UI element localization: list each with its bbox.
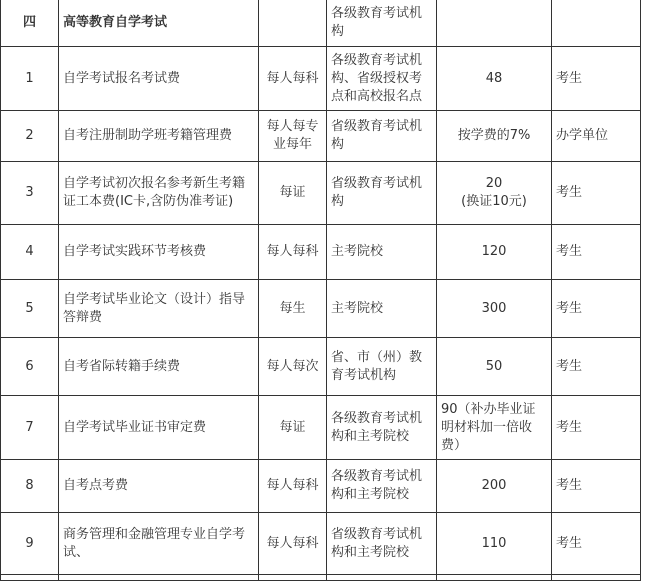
charging-organization: 省、市（州）教育考试机构 — [327, 338, 437, 396]
charge-unit: 每人每科 — [259, 225, 327, 280]
table-row — [1, 225, 641, 280]
row-number: 7 — [1, 396, 59, 460]
fee-item-name: 自考注册制助学班考籍管理费 — [59, 111, 259, 162]
empty-cell — [327, 575, 437, 581]
fee-amount: 50 — [437, 338, 552, 396]
fee-amount: 200 — [437, 460, 552, 513]
fee-amount: 300 — [437, 280, 552, 338]
charge-unit: 每人每科 — [259, 513, 327, 575]
table-row — [1, 396, 641, 460]
empty-cell — [552, 575, 641, 581]
row-number: 1 — [1, 47, 59, 111]
fee-item-name: 商务管理和金融管理专业自学考试、 — [59, 513, 259, 575]
payer: 考生 — [552, 396, 641, 460]
fee-amount: 110 — [437, 513, 552, 575]
charging-organization: 省级教育考试机构 — [327, 162, 437, 225]
payer: 考生 — [552, 460, 641, 513]
charging-organization: 省级教育考试机构和主考院校 — [327, 513, 437, 575]
row-number: 5 — [1, 280, 59, 338]
fee-item-name: 自学考试初次报名参考新生考籍证工本费(IC卡,含防伪准考证) — [59, 162, 259, 225]
fee-amount — [437, 0, 552, 47]
table-row — [1, 280, 641, 338]
payer: 考生 — [552, 47, 641, 111]
charge-unit: 每人每次 — [259, 338, 327, 396]
table-row — [1, 338, 641, 396]
fee-amount: 48 — [437, 47, 552, 111]
row-number: 8 — [1, 460, 59, 513]
charging-organization: 各级教育考试机构 — [327, 0, 437, 47]
fee-amount: 20 (换证10元) — [437, 162, 552, 225]
payer: 考生 — [552, 338, 641, 396]
fee-item-name: 高等教育自学考试 — [59, 0, 259, 47]
table-row — [1, 460, 641, 513]
table-row — [1, 162, 641, 225]
empty-cell — [1, 575, 59, 581]
fee-item-name: 自学考试毕业论文（设计）指导答辩费 — [59, 280, 259, 338]
table-row — [1, 111, 641, 162]
row-number: 2 — [1, 111, 59, 162]
payer: 考生 — [552, 513, 641, 575]
fee-item-name: 自学考试毕业证书审定费 — [59, 396, 259, 460]
charge-unit: 每人每科 — [259, 460, 327, 513]
row-number: 9 — [1, 513, 59, 575]
charge-unit: 每证 — [259, 162, 327, 225]
charge-unit: 每生 — [259, 280, 327, 338]
table-row — [1, 47, 641, 111]
row-number: 四 — [1, 0, 59, 47]
payer — [552, 0, 641, 47]
payer: 考生 — [552, 280, 641, 338]
table-row — [1, 513, 641, 575]
table-row-partial — [1, 575, 641, 581]
fee-amount: 120 — [437, 225, 552, 280]
charging-organization: 各级教育考试机构和主考院校 — [327, 396, 437, 460]
row-number: 3 — [1, 162, 59, 225]
row-number: 6 — [1, 338, 59, 396]
payer: 考生 — [552, 225, 641, 280]
charge-unit: 每证 — [259, 396, 327, 460]
fee-item-name: 自学考试实践环节考核费 — [59, 225, 259, 280]
row-number: 4 — [1, 225, 59, 280]
fee-item-name: 自考省际转籍手续费 — [59, 338, 259, 396]
charge-unit — [259, 0, 327, 47]
fee-amount: 按学费的7% — [437, 111, 552, 162]
payer: 办学单位 — [552, 111, 641, 162]
fee-item-name: 自考点考费 — [59, 460, 259, 513]
charging-organization: 省级教育考试机构 — [327, 111, 437, 162]
charge-unit: 每人每科 — [259, 47, 327, 111]
fee-item-name: 自学考试报名考试费 — [59, 47, 259, 111]
charging-organization: 主考院校 — [327, 225, 437, 280]
table-row — [1, 0, 641, 47]
charging-organization: 各级教育考试机构和主考院校 — [327, 460, 437, 513]
empty-cell — [437, 575, 552, 581]
charge-unit: 每人每专业每年 — [259, 111, 327, 162]
empty-cell — [259, 575, 327, 581]
payer: 考生 — [552, 162, 641, 225]
empty-cell — [59, 575, 259, 581]
charging-organization: 各级教育考试机构、省级授权考点和高校报名点 — [327, 47, 437, 111]
charging-organization: 主考院校 — [327, 280, 437, 338]
fee-amount: 90（补办毕业证明材料加一倍收费） — [437, 396, 552, 460]
